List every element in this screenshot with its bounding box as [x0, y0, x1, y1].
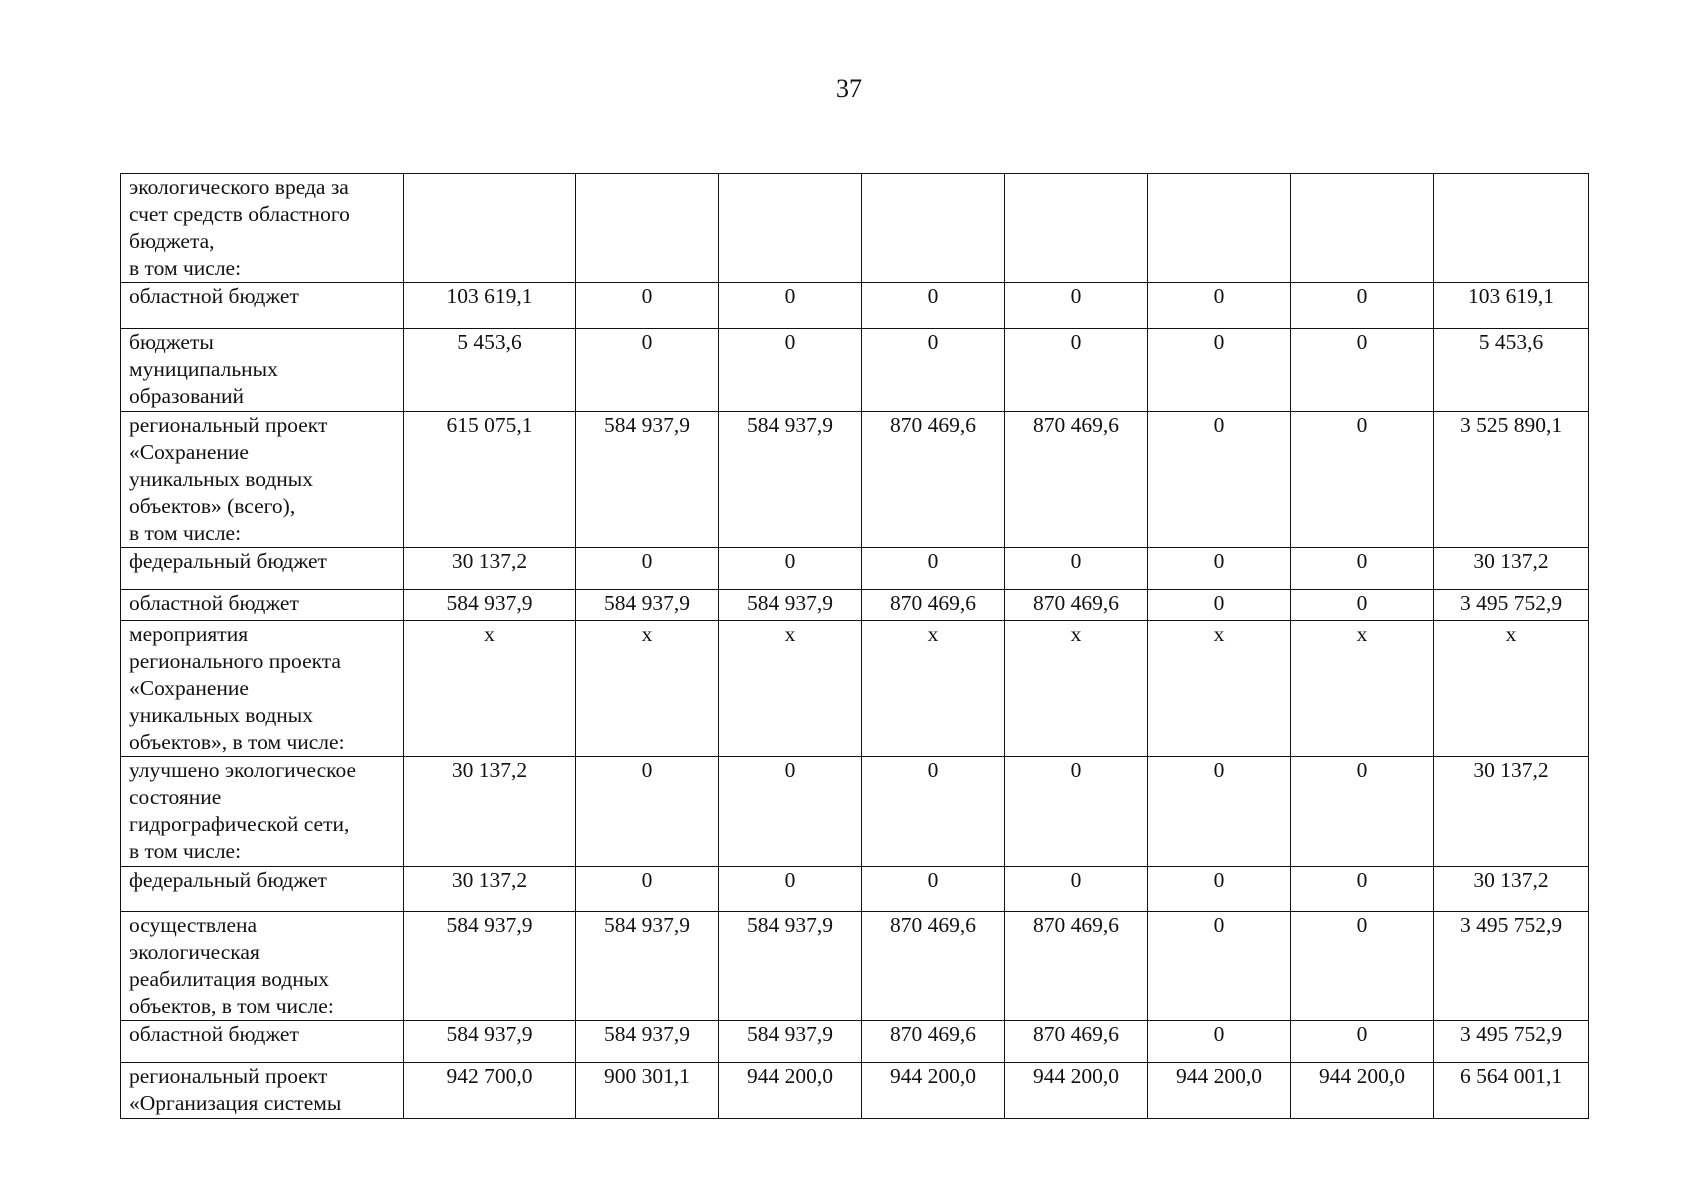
- value-cell: 870 469,6: [862, 912, 1005, 1021]
- value-cell: 0: [1005, 283, 1148, 329]
- value-cell: 0: [1148, 1021, 1291, 1063]
- value-cell: 0: [1291, 867, 1434, 912]
- value-cell: 0: [1005, 757, 1148, 867]
- value-cell: 0: [1148, 548, 1291, 590]
- row-label: региональный проект «Сохранение уникальных водных объектов» (всего), в том числе:: [129, 413, 328, 545]
- row-label-cell: [121, 912, 404, 1021]
- value-cell: [1434, 174, 1589, 283]
- row-label: федеральный бюджет: [129, 549, 327, 573]
- table-row: [121, 548, 1589, 590]
- value-cell: 584 937,9: [576, 590, 719, 621]
- table-row: [121, 329, 1589, 412]
- value-cell: 870 469,6: [862, 412, 1005, 548]
- value-cell: [404, 174, 576, 283]
- value-cell: 584 937,9: [719, 590, 862, 621]
- row-label-cell: [121, 174, 404, 283]
- table-row: [121, 174, 1589, 283]
- value-cell: х: [404, 621, 576, 757]
- value-cell: 584 937,9: [576, 1021, 719, 1063]
- value-cell: 0: [1148, 867, 1291, 912]
- value-cell: 944 200,0: [1148, 1063, 1291, 1119]
- value-cell: 103 619,1: [1434, 283, 1589, 329]
- value-cell: 0: [1291, 1021, 1434, 1063]
- value-cell: 3 495 752,9: [1434, 590, 1589, 621]
- row-label: экологического вреда за счет средств областного бюджета, в том числе:: [129, 175, 350, 280]
- value-cell: 584 937,9: [719, 912, 862, 1021]
- value-cell: 0: [862, 757, 1005, 867]
- row-label: региональный проект «Организация системы: [129, 1064, 342, 1115]
- table-row: [121, 283, 1589, 329]
- value-cell: х: [1291, 621, 1434, 757]
- table-row: [121, 1063, 1589, 1119]
- row-label: федеральный бюджет: [129, 868, 327, 892]
- row-label-cell: [121, 548, 404, 590]
- row-label-cell: [121, 590, 404, 621]
- value-cell: [719, 174, 862, 283]
- value-cell: 0: [1148, 757, 1291, 867]
- value-cell: 944 200,0: [1291, 1063, 1434, 1119]
- value-cell: 30 137,2: [1434, 867, 1589, 912]
- value-cell: 870 469,6: [1005, 590, 1148, 621]
- value-cell: х: [1434, 621, 1589, 757]
- value-cell: 0: [576, 548, 719, 590]
- value-cell: [862, 174, 1005, 283]
- value-cell: 103 619,1: [404, 283, 576, 329]
- table-row: [121, 621, 1589, 757]
- row-label-cell: [121, 412, 404, 548]
- table-row: [121, 412, 1589, 548]
- budget-table: [120, 173, 1589, 1119]
- value-cell: 584 937,9: [719, 412, 862, 548]
- row-label: осуществлена экологическая реабилитация водных объектов, в том числе:: [129, 913, 334, 1018]
- value-cell: 0: [1291, 912, 1434, 1021]
- value-cell: 30 137,2: [404, 548, 576, 590]
- value-cell: 584 937,9: [404, 1021, 576, 1063]
- value-cell: 5 453,6: [1434, 329, 1589, 412]
- value-cell: 0: [1291, 757, 1434, 867]
- value-cell: 0: [719, 548, 862, 590]
- value-cell: х: [1005, 621, 1148, 757]
- value-cell: 0: [1291, 590, 1434, 621]
- value-cell: [1005, 174, 1148, 283]
- value-cell: 0: [1291, 412, 1434, 548]
- row-label-cell: [121, 867, 404, 912]
- value-cell: 870 469,6: [862, 590, 1005, 621]
- value-cell: 0: [1148, 329, 1291, 412]
- value-cell: 30 137,2: [404, 867, 576, 912]
- table-row: [121, 590, 1589, 621]
- value-cell: [1291, 174, 1434, 283]
- value-cell: 0: [862, 329, 1005, 412]
- row-label: мероприятия регионального проекта «Сохранение уникальных водных объектов», в том числе:: [129, 622, 345, 754]
- page-number: 37: [836, 74, 862, 103]
- value-cell: 944 200,0: [719, 1063, 862, 1119]
- value-cell: 0: [576, 283, 719, 329]
- value-cell: 0: [1005, 329, 1148, 412]
- value-cell: 0: [576, 867, 719, 912]
- value-cell: 30 137,2: [1434, 757, 1589, 867]
- table-row: [121, 912, 1589, 1021]
- value-cell: х: [1148, 621, 1291, 757]
- row-label-cell: [121, 621, 404, 757]
- value-cell: 870 469,6: [1005, 1021, 1148, 1063]
- value-cell: 942 700,0: [404, 1063, 576, 1119]
- value-cell: 0: [1005, 867, 1148, 912]
- value-cell: 584 937,9: [404, 590, 576, 621]
- value-cell: 900 301,1: [576, 1063, 719, 1119]
- value-cell: 0: [576, 329, 719, 412]
- table-row: [121, 757, 1589, 867]
- row-label-cell: [121, 283, 404, 329]
- budget-table-body: [121, 174, 1589, 1119]
- row-label: бюджеты муниципальных образований: [129, 330, 278, 408]
- value-cell: 584 937,9: [404, 912, 576, 1021]
- row-label: улучшено экологическое состояние гидрографической сети, в том числе:: [129, 758, 357, 863]
- value-cell: 584 937,9: [719, 1021, 862, 1063]
- value-cell: 5 453,6: [404, 329, 576, 412]
- value-cell: 944 200,0: [862, 1063, 1005, 1119]
- value-cell: 30 137,2: [1434, 548, 1589, 590]
- row-label: областной бюджет: [129, 284, 299, 308]
- value-cell: 0: [1148, 412, 1291, 548]
- row-label-cell: [121, 757, 404, 867]
- value-cell: 3 495 752,9: [1434, 912, 1589, 1021]
- value-cell: [1148, 174, 1291, 283]
- row-label: областной бюджет: [129, 1022, 299, 1046]
- value-cell: 584 937,9: [576, 912, 719, 1021]
- value-cell: 0: [1148, 912, 1291, 1021]
- value-cell: 0: [1148, 590, 1291, 621]
- row-label-cell: [121, 329, 404, 412]
- value-cell: 0: [862, 867, 1005, 912]
- value-cell: 3 525 890,1: [1434, 412, 1589, 548]
- value-cell: 0: [719, 283, 862, 329]
- value-cell: 0: [719, 867, 862, 912]
- value-cell: 944 200,0: [1005, 1063, 1148, 1119]
- value-cell: 615 075,1: [404, 412, 576, 548]
- value-cell: 0: [1148, 283, 1291, 329]
- row-label-cell: [121, 1063, 404, 1119]
- value-cell: 0: [862, 548, 1005, 590]
- value-cell: 584 937,9: [576, 412, 719, 548]
- value-cell: 6 564 001,1: [1434, 1063, 1589, 1119]
- value-cell: 870 469,6: [1005, 912, 1148, 1021]
- value-cell: 0: [862, 283, 1005, 329]
- value-cell: х: [576, 621, 719, 757]
- value-cell: 0: [1291, 329, 1434, 412]
- value-cell: 0: [576, 757, 719, 867]
- value-cell: х: [719, 621, 862, 757]
- row-label-cell: [121, 1021, 404, 1063]
- value-cell: 0: [719, 329, 862, 412]
- value-cell: 30 137,2: [404, 757, 576, 867]
- table-row: [121, 867, 1589, 912]
- value-cell: 870 469,6: [1005, 412, 1148, 548]
- value-cell: 0: [1291, 548, 1434, 590]
- value-cell: 3 495 752,9: [1434, 1021, 1589, 1063]
- value-cell: 0: [1291, 283, 1434, 329]
- row-label: областной бюджет: [129, 591, 299, 615]
- value-cell: 870 469,6: [862, 1021, 1005, 1063]
- table-row: [121, 1021, 1589, 1063]
- value-cell: 0: [1005, 548, 1148, 590]
- value-cell: х: [862, 621, 1005, 757]
- value-cell: 0: [719, 757, 862, 867]
- value-cell: [576, 174, 719, 283]
